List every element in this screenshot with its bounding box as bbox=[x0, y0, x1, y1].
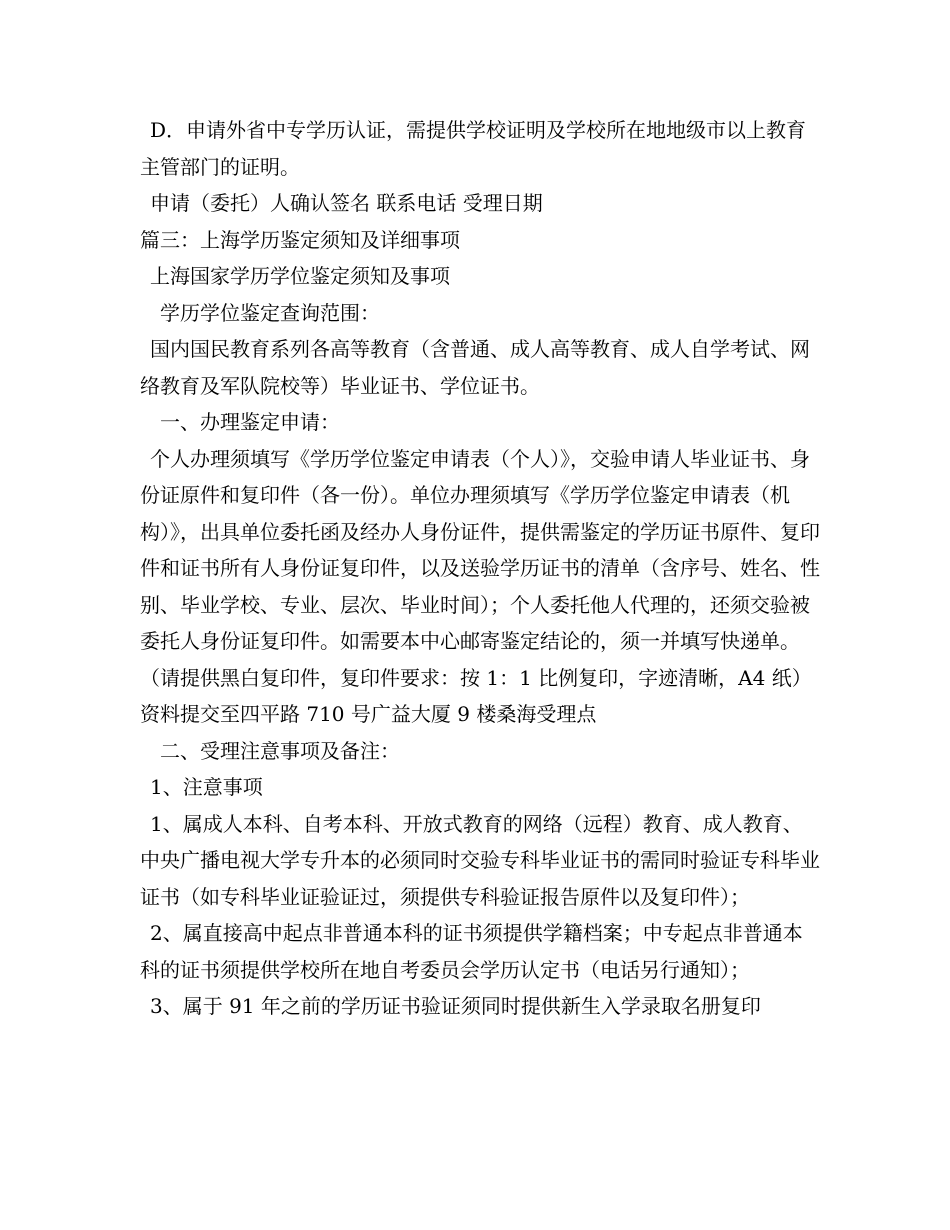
section-heading-part-three: 篇三：上海学历鉴定须知及详细事项 bbox=[140, 227, 460, 252]
document-body bbox=[140, 112, 820, 1025]
document-subtitle: 上海国家学历学位鉴定须知及事项 bbox=[150, 264, 450, 288]
paragraph-scope-body: 国内国民教育系列各高等教育（含普通、成人高等教育、成人自学考试、网络教育及军队院校等）毕业证书、学位证书。 bbox=[140, 337, 810, 398]
paragraph-notes-subheading: 1、注意事项 bbox=[150, 775, 263, 799]
paragraph-scope-heading: 学历学位鉴定查询范围： bbox=[160, 300, 380, 325]
list-item-note-3: 3、属于 91 年之前的学历证书验证须同时提供新生入学录取名册复印 bbox=[150, 994, 761, 1018]
list-item-note-1: 1、属成人本科、自考本科、开放式教育的网络（远程）教育、成人教育、中央广播电视大学专升本的必须同时交验专科毕业证书的需同时验证专科毕业证书（如专科毕业证验证过，须提供专科验证报告原件以及复印件）； bbox=[140, 811, 820, 909]
section-heading-application: 一、办理鉴定申请： bbox=[160, 410, 340, 434]
section-heading-notes: 二、受理注意事项及备注： bbox=[160, 738, 400, 763]
paragraph-signature-line: 申请（委托）人确认签名 联系电话 受理日期 bbox=[150, 191, 543, 215]
list-item-note-2: 2、属直接高中起点非普通本科的证书须提供学籍档案；中专起点非普通本科的证书须提供学校所在地自考委员会学历认定书（电话另行通知）； bbox=[140, 921, 803, 982]
paragraph-out-of-province-cert: D．申请外省中专学历认证，需提供学校证明及学校所在地地级市以上教育主管部门的证明。 bbox=[140, 118, 807, 179]
paragraph-application-body: 个人办理须填写《学历学位鉴定申请表（个人）》，交验申请人毕业证书、身份证原件和复印件（各一份）。单位办理须填写《学历学位鉴定申请表（机构）》，出具单位委托函及经办人身份证件，提供需鉴定的学历证书原件、复印件和证书所有人身份证复印件，以及送验学历证书的清单（含序号、姓名、性别、毕业学校、专业、层次、毕业时间）；个人委托他人代理的，还须交验被委托人身份证复印件。如需要本中心邮寄鉴定结论的，须一并填写快递单。（请提供黑白复印件，复印件要求：按 1：1 比例复印，字迹清晰，A4 纸）资料提交至四平路 710 号广益大厦 9 楼桑海受理点 bbox=[140, 446, 820, 726]
